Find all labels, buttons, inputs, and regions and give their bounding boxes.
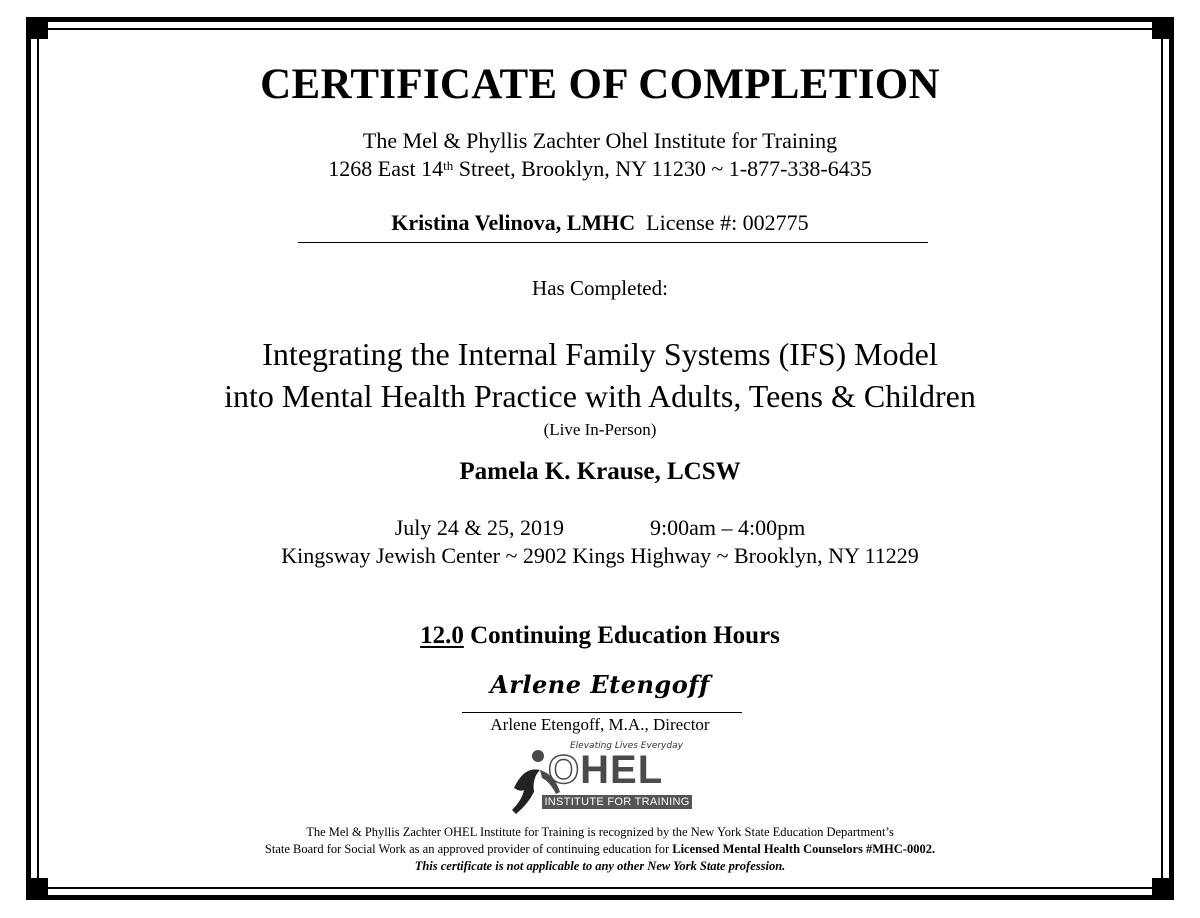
signature-rule [462,712,742,713]
ce-hours-label: Continuing Education Hours [463,622,780,649]
logo-subtitle: INSTITUTE FOR TRAINING [542,795,692,809]
license-number: License #: 002775 [646,210,809,235]
course-format: (Live In-Person) [543,420,657,439]
ohel-logo [510,738,700,818]
director-name: Arlene Etengoff, M.A., Director [490,715,710,734]
director-signature: Arlene Etengoff [490,670,710,699]
ce-hours-value: 12.0 [420,622,464,649]
institute-name: The Mel & Phyllis Zachter Ohel Institute for Training [362,128,838,153]
event-time: 9:00am – 4:00pm [650,515,806,540]
footer-disclaimer: This certificate is not applicable to any other New York State profession. [414,859,786,873]
logo-wordmark: OHEL [548,748,664,792]
certificate-title: CERTIFICATE OF COMPLETION [260,61,940,108]
footer-line2: State Board for Social Work as an approved provider of continuing education for Licensed Mental Health Counselors #MHC-0002. [264,842,936,856]
event-venue: Kingsway Jewish Center ~ 2902 Kings Highway ~ Brooklyn, NY 11229 [281,543,919,568]
recipient-name: Kristina Velinova, LMHC [391,210,636,235]
recipient-line [0,210,1200,236]
course-title-line1: Integrating the Internal Family Systems (IFS) Model [262,336,938,372]
recipient-rule [298,242,928,243]
event-date-time [0,515,1200,541]
ce-hours [0,622,1200,650]
institute-address: 1268 East 14th Street, Brooklyn, NY 11230 ~ 1-877-338-6435 [328,156,872,181]
course-title-line2: into Mental Health Practice with Adults, Teens & Children [224,378,976,414]
has-completed-label: Has Completed: [532,276,668,300]
footer-line1: The Mel & Phyllis Zachter OHEL Institute for Training is recognized by the New York State Education Department’s [306,825,894,839]
logo-tagline: Elevating Lives Everyday [570,741,683,751]
event-dates: July 24 & 25, 2019 [394,515,565,540]
presenter-name: Pamela K. Krause, LCSW [459,458,741,485]
